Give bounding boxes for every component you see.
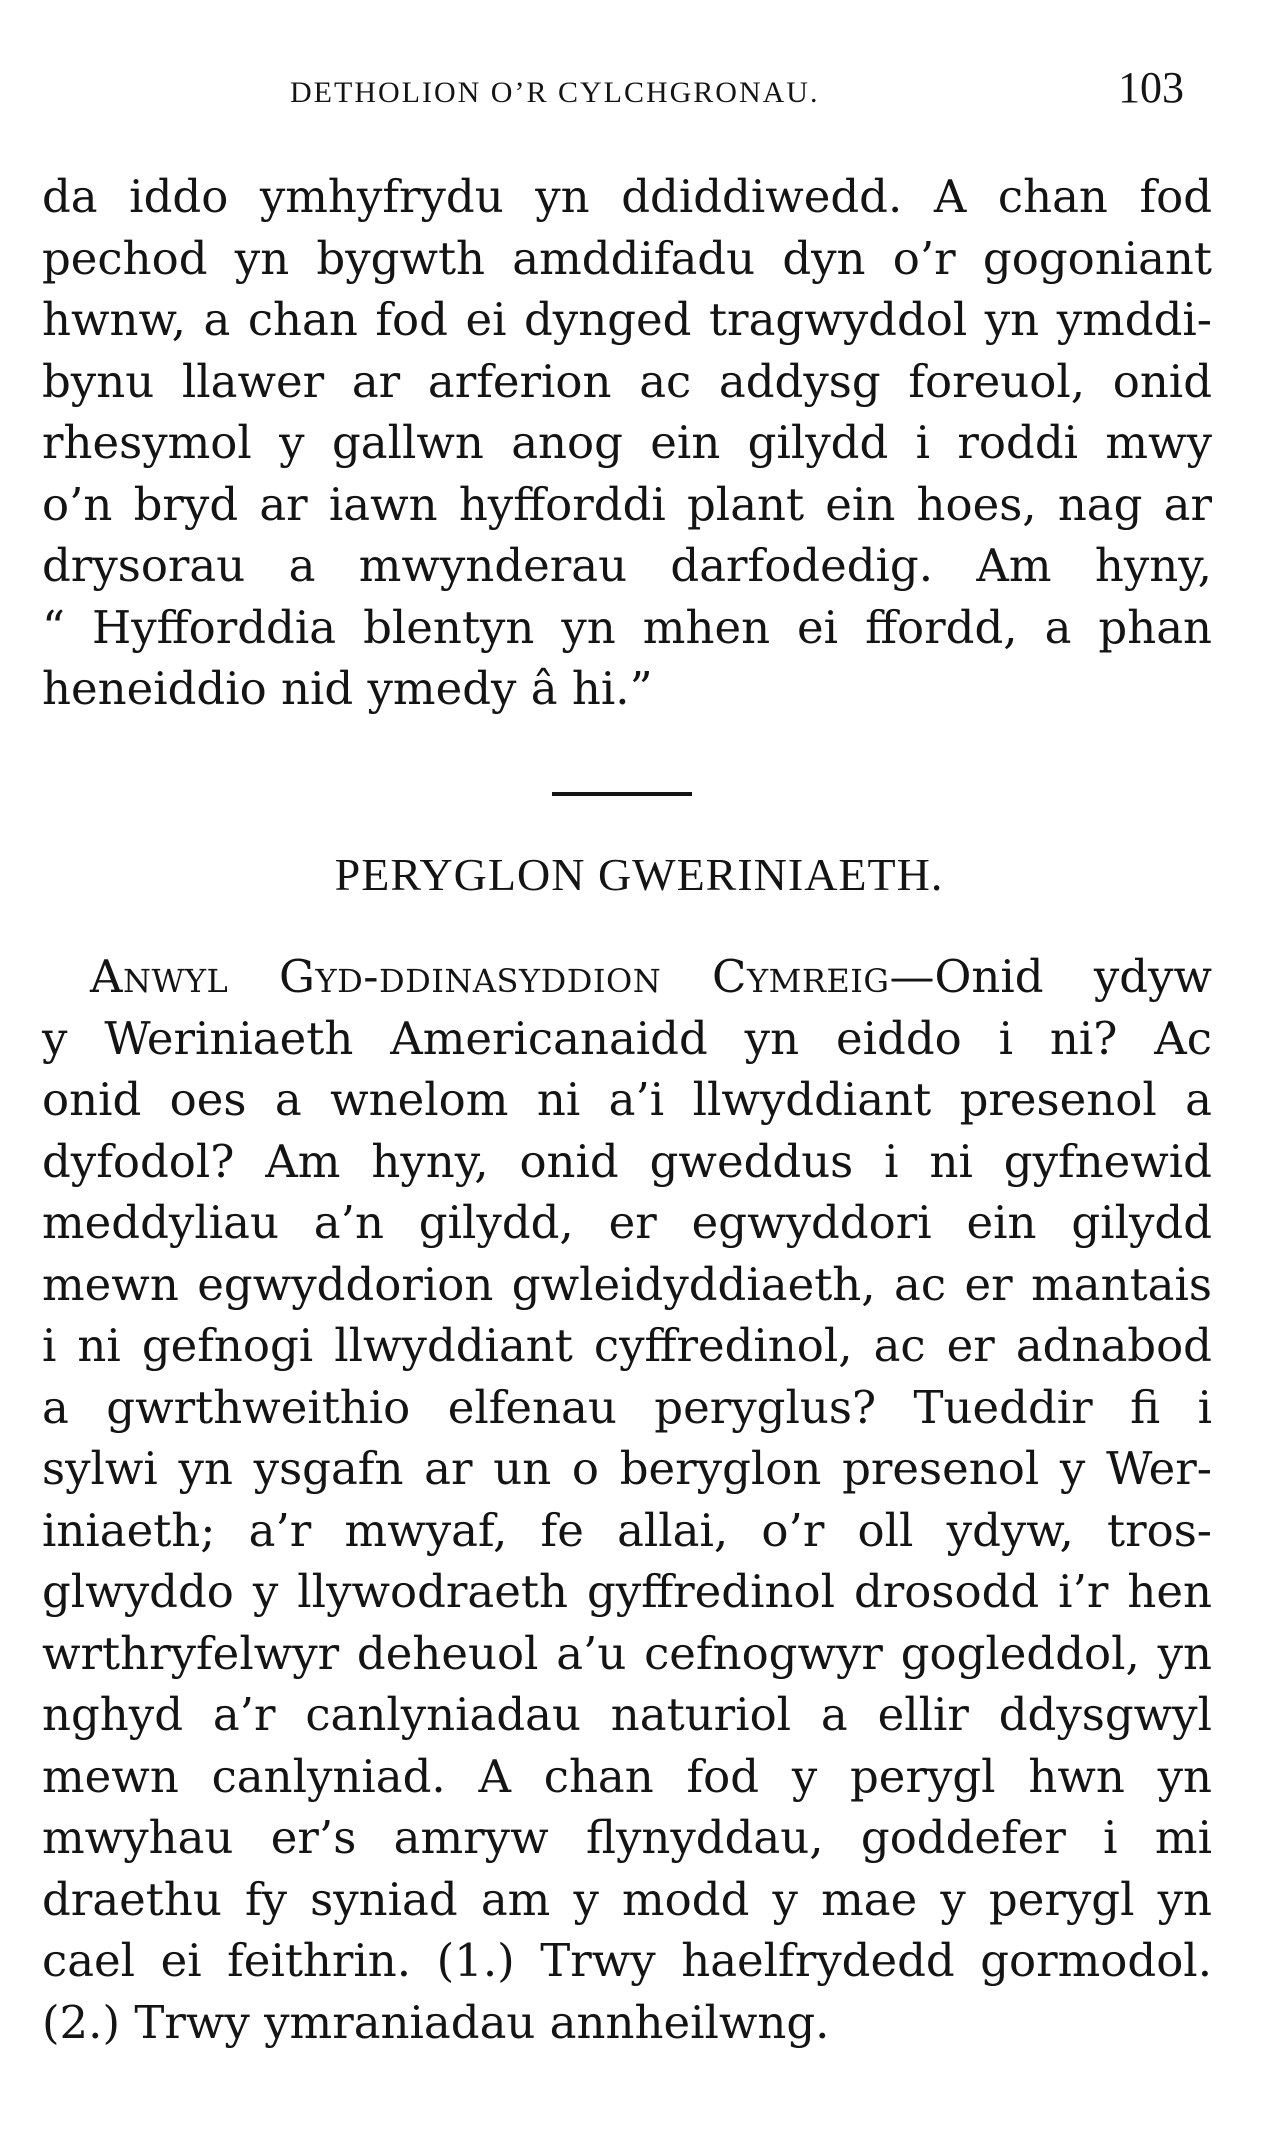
salutation: Anwyl Gyd-ddinasyddion Cymreig [90, 950, 890, 1003]
opening-line [42, 946, 1212, 1008]
text-line: draethu fy syniad am y modd y mae y perygl yn [42, 1872, 1212, 1926]
text-line: mewn egwyddorion gwleidyddiaeth, ac er mantais [42, 1257, 1212, 1311]
text-line: i ni gefnogi llwyddiant cyffredinol, ac er adnabod [42, 1319, 1212, 1372]
article-paragraph [42, 946, 1212, 2053]
text-line: pechod yn bygwth amddifadu dyn o’r gogoniant [42, 231, 1212, 285]
text-line: o’n bryd ar iawn hyfforddi plant ein hoes, nag ar [42, 477, 1212, 531]
text-line: bynu llawer ar arferion ac addysg foreuol, onid [42, 354, 1212, 408]
text-line: iniaeth; a’r mwyaf, fe allai, o’r oll ydyw, tros- [42, 1503, 1212, 1557]
text-line: rhesymol y gallwn anog ein gilydd i roddi mwy [42, 416, 1212, 469]
section-divider-rule [552, 792, 692, 796]
text-line: wrthryfelwyr deheuol a’u cefnogwyr gogleddol, yn [42, 1626, 1212, 1680]
text-line: sylwi yn ysgafn ar un o beryglon presenol y Wer- [42, 1442, 1212, 1495]
text-line: nghyd a’r canlyniadau naturiol a ellir ddysgwyl [42, 1688, 1212, 1741]
text-line: glwyddo y llywodraeth gyffredinol drosodd i’r hen [42, 1565, 1212, 1618]
text-line: meddyliau a’n gilydd, er egwyddori ein gilydd [42, 1196, 1212, 1249]
text-line: dyfodol? Am hyny, onid gweddus i ni gyfnewid [42, 1134, 1212, 1188]
running-title: DETHOLION O’R CYLCHGRONAU. [290, 76, 820, 109]
text-line: cael ei feithrin. (1.) Trwy haelfrydedd gormodol. [42, 1934, 1212, 1987]
text-line: drysorau a mwynderau darfodedig. Am hyny, [42, 539, 1212, 592]
text-line: “ Hyfforddia blentyn yn mhen ei ffordd, a phan [42, 600, 1212, 654]
paragraph-continued [42, 166, 1212, 720]
text-line: da iddo ymhyfrydu yn ddiddiwedd. A chan fod [42, 170, 1212, 223]
running-header [0, 62, 1278, 122]
text-line: heneiddio nid ymedy â hi.” [42, 662, 653, 715]
text-line: (2.) Trwy ymraniadau annheilwng. [42, 1995, 830, 2049]
text-line: mewn canlyniad. A chan fod y perygl hwn yn [42, 1749, 1212, 1803]
text-line: mwyhau er’s amryw flynyddau, goddefer i mi [42, 1811, 1212, 1864]
text-line: y Weriniaeth Americanaidd yn eiddo i ni? Ac [42, 1011, 1212, 1065]
text-line: hwnw, a chan fod ei dynged tragwyddol yn ymddi- [42, 293, 1212, 346]
opening-line-text: —Onid ydyw [889, 950, 1212, 1003]
text-line: onid oes a wnelom ni a’i llwyddiant presenol a [42, 1073, 1212, 1126]
text-line: a gwrthweithio elfenau peryglus? Tueddir fi i [42, 1380, 1212, 1434]
page-number: 103 [1118, 63, 1184, 112]
section-heading: PERYGLON GWERINIAETH. [334, 849, 944, 900]
